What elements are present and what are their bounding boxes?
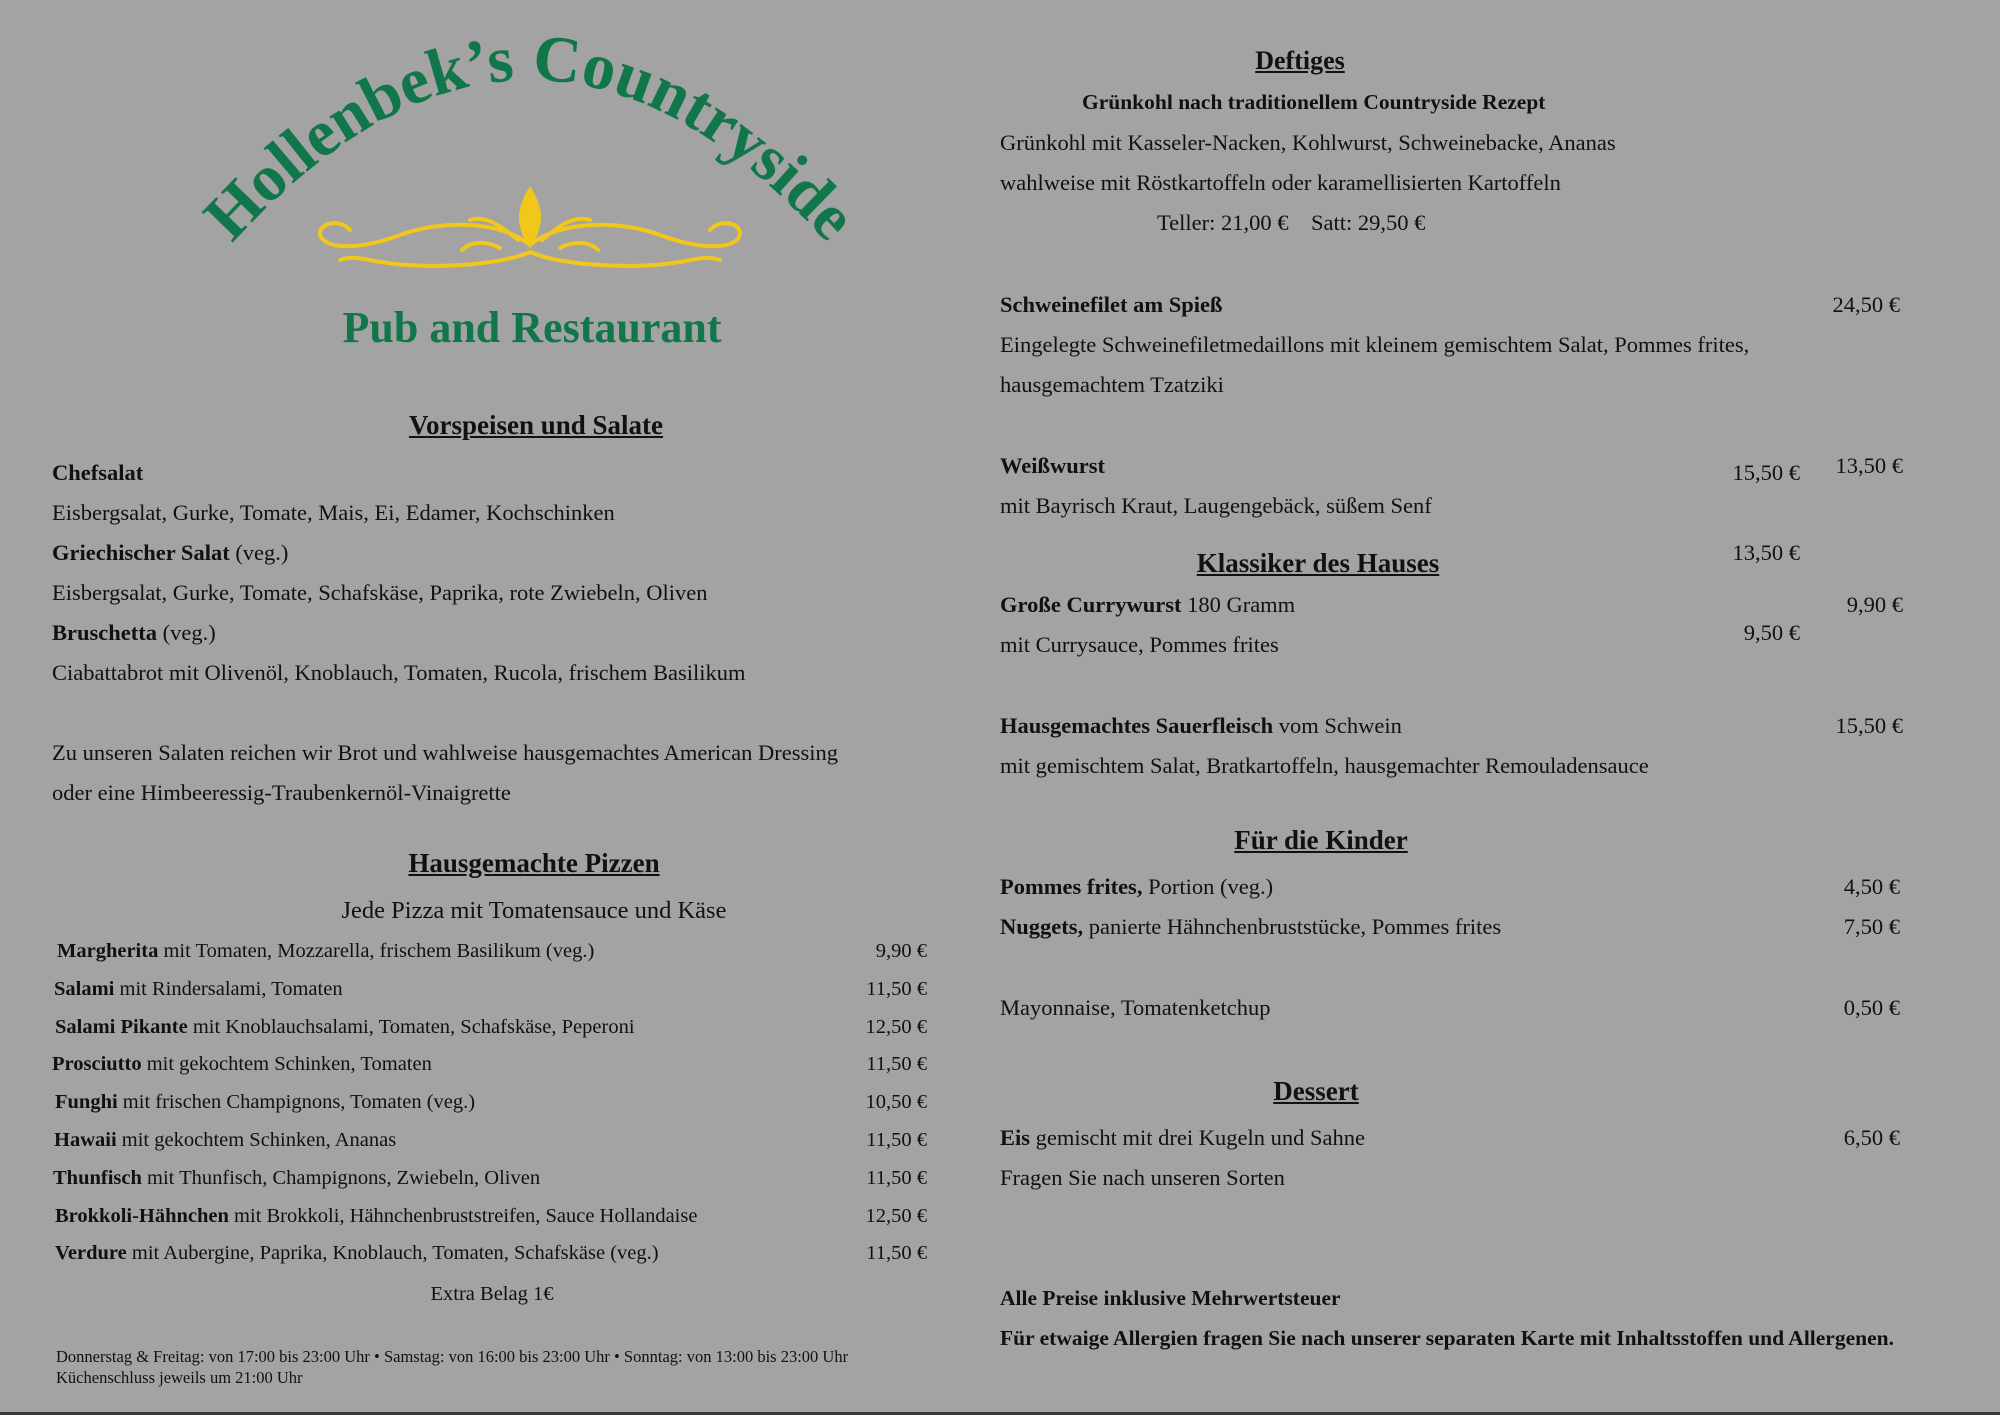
salad-note: Zu unseren Salaten reichen wir Brot und wahlweise hausgemachtes American Dressing (52, 740, 839, 765)
item-price: 7,50 € (1843, 914, 1900, 939)
section-title-dessert: Dessert (1273, 1076, 1359, 1106)
pizza-price: 11,50 € (866, 1167, 927, 1189)
flourish-ornament-icon (320, 190, 740, 266)
item-price: 0,50 € (1843, 995, 1900, 1020)
menu-item-sauerfleisch (1000, 713, 1402, 739)
pizza-item (55, 1016, 635, 1039)
pizza-description: mit gekochtem Schinken, Tomaten (141, 1053, 432, 1075)
pizza-price: 9,90 € (875, 940, 927, 962)
item-suffix: vom Schwein (1273, 713, 1402, 738)
item-description: mit Currysauce, Pommes frites (1000, 632, 1279, 657)
logo-title: ollenbek’s Countrysid (228, 21, 849, 233)
item-price: 9,50 € (1743, 620, 1800, 645)
item-price: 24,50 € (1832, 292, 1900, 317)
pizza-item (53, 1167, 540, 1190)
pizza-description: mit gekochtem Schinken, Ananas (116, 1129, 397, 1151)
item-name: Nuggets, (1000, 914, 1084, 939)
item-description: Eingelegte Schweinefiletmedaillons mit kleinem gemischtem Salat, Pommes frites, (1000, 332, 1750, 357)
menu-item-bruschetta (52, 620, 216, 646)
item-description: wahlweise mit Röstkartoffeln oder karamellisierten Kartoffeln (1000, 170, 1561, 195)
gruenkohl-prices: Teller: 21,00 € Satt: 29,50 € (1157, 210, 1426, 235)
pizza-name: Hawaii (54, 1129, 117, 1151)
item-suffix: gemischt mit drei Kugeln und Sahne (1030, 1125, 1365, 1150)
menu-item-griechischer-salat (52, 540, 288, 566)
item-description: mit gemischtem Salat, Bratkartoffeln, hausgemachter Remouladensauce (1000, 753, 1649, 778)
restaurant-logo (200, 20, 860, 360)
section-title-hearty: Deftiges (1255, 46, 1345, 75)
menu-item-chefsalat (52, 460, 143, 486)
pizza-subtitle: Jede Pizza mit Tomatensauce und Käse (341, 897, 727, 924)
menu-item-eis (1000, 1125, 1365, 1151)
item-name: Schweinefilet am Spieß (1000, 292, 1223, 317)
pizza-description: mit Brokkoli, Hähnchenbruststreifen, Sauce Hollandaise (228, 1205, 698, 1227)
item-price: 15,50 € (1835, 713, 1903, 738)
pizza-description: mit Knoblauchsalami, Tomaten, Schafskäse, Peperoni (187, 1016, 635, 1038)
item-description: Fragen Sie nach unseren Sorten (1000, 1165, 1285, 1190)
pizza-item (52, 1053, 432, 1076)
pizza-name: Thunfisch (53, 1167, 142, 1189)
allergen-note: Für etwaige Allergien fragen Sie nach unserer separaten Karte mit Inhaltsstoffen und Allergenen. (1000, 1326, 1894, 1350)
vat-note: Alle Preise inklusive Mehrwertsteuer (1000, 1286, 1341, 1310)
logo-subtitle: Pub and Restaurant (342, 303, 722, 352)
pizza-item (55, 1091, 475, 1114)
item-price: 6,50 € (1843, 1125, 1900, 1150)
pizza-price: 11,50 € (866, 1053, 927, 1075)
item-name: Hausgemachtes Sauerfleisch (1000, 713, 1274, 738)
menu-item-currywurst (1000, 592, 1295, 618)
section-title-kids: Für die Kinder (1234, 825, 1408, 855)
item-name: Eis (1000, 1125, 1031, 1150)
item-name: Große Currywurst (1000, 592, 1182, 617)
pizza-description: mit Tomaten, Mozzarella, frischem Basilikum (veg.) (158, 940, 595, 962)
menu-item-nuggets (1000, 914, 1501, 940)
pizza-description: mit Rindersalami, Tomaten (114, 978, 343, 1000)
pizza-item (55, 1242, 659, 1265)
item-price: 13,50 € (1732, 540, 1800, 565)
section-title-starters: Vorspeisen und Salate (408, 410, 664, 440)
section-title-pizzas: Hausgemachte Pizzen (408, 848, 660, 878)
item-description: hausgemachtem Tzatziki (1000, 372, 1224, 397)
pizza-item (55, 1205, 697, 1228)
pizza-name: Brokkoli-Hähnchen (55, 1205, 229, 1227)
item-suffix: 180 Gramm (1181, 592, 1296, 617)
pizza-name: Funghi (55, 1091, 118, 1113)
pizza-name: Prosciutto (52, 1053, 142, 1075)
pizza-name: Verdure (55, 1242, 127, 1264)
section-title-classics: Klassiker des Hauses (1196, 548, 1440, 578)
pizza-name: Salami Pikante (55, 1016, 188, 1038)
item-suffix: (veg.) (157, 620, 216, 645)
item-price: 4,50 € (1843, 874, 1900, 899)
item-description: Ciabattabrot mit Olivenöl, Knoblauch, Tomaten, Rucola, frischem Basilikum (52, 660, 746, 685)
item-name: Griechischer Salat (52, 540, 230, 565)
item-suffix: (veg.) (229, 540, 289, 565)
gruenkohl-title: Grünkohl nach traditionellem Countryside Rezept (1082, 90, 1546, 114)
pizza-description: mit Aubergine, Paprika, Knoblauch, Tomaten, Schafskäse (veg.) (126, 1242, 659, 1264)
item-description: Eisbergsalat, Gurke, Tomate, Mais, Ei, Edamer, Kochschinken (52, 500, 615, 525)
item-price: 9,90 € (1846, 592, 1903, 617)
pizza-description: mit Thunfisch, Champignons, Zwiebeln, Oliven (141, 1167, 541, 1189)
pizza-description: mit frischen Champignons, Tomaten (veg.) (117, 1091, 476, 1113)
item-price: 13,50 € (1835, 453, 1903, 478)
item-description: Eisbergsalat, Gurke, Tomate, Schafskäse, Paprika, rote Zwiebeln, Oliven (52, 580, 708, 605)
pizza-price: 12,50 € (865, 1016, 927, 1038)
pizza-price: 11,50 € (866, 978, 927, 1000)
pizza-price: 12,50 € (865, 1205, 927, 1227)
menu-item-pommes (1000, 874, 1273, 900)
menu-item-sauces: Mayonnaise, Tomatenketchup (1000, 995, 1271, 1020)
pizza-item (57, 940, 594, 963)
item-description: Grünkohl mit Kasseler-Nacken, Kohlwurst, Schweinebacke, Ananas (1000, 130, 1616, 155)
item-suffix: panierte Hähnchenbruststücke, Pommes frites (1083, 914, 1502, 939)
kitchen-close-note: Küchenschluss jeweils um 21:00 Uhr (56, 1368, 303, 1387)
pizza-price: 11,50 € (866, 1242, 927, 1264)
item-suffix: Portion (veg.) (1142, 874, 1274, 899)
salad-note: oder eine Himbeeressig-Traubenkernöl-Vinaigrette (52, 780, 511, 805)
pizza-name: Salami (54, 978, 115, 1000)
menu-item-schweinefilet (1000, 292, 1223, 318)
pizza-name: Margherita (57, 940, 159, 962)
pizza-extra-topping: Extra Belag 1€ (430, 1283, 554, 1305)
item-description: mit Bayrisch Kraut, Laugengebäck, süßem Senf (1000, 493, 1432, 518)
pizza-item (54, 1129, 396, 1152)
item-name: Pommes frites, (1000, 874, 1143, 899)
menu-item-weisswurst (1000, 453, 1105, 479)
item-name: Chefsalat (52, 460, 144, 485)
opening-hours: Donnerstag & Freitag: von 17:00 bis 23:00 Uhr • Samstag: von 16:00 bis 23:00 Uhr • Sonntag: von 13:00 bis 23:00 Uhr (56, 1347, 849, 1366)
pizza-item (54, 978, 343, 1001)
item-name: Weißwurst (1000, 453, 1106, 478)
pizza-price: 11,50 € (866, 1129, 927, 1151)
item-name: Bruschetta (52, 620, 157, 645)
pizza-price: 10,50 € (865, 1091, 927, 1113)
item-price: 15,50 € (1732, 460, 1800, 485)
